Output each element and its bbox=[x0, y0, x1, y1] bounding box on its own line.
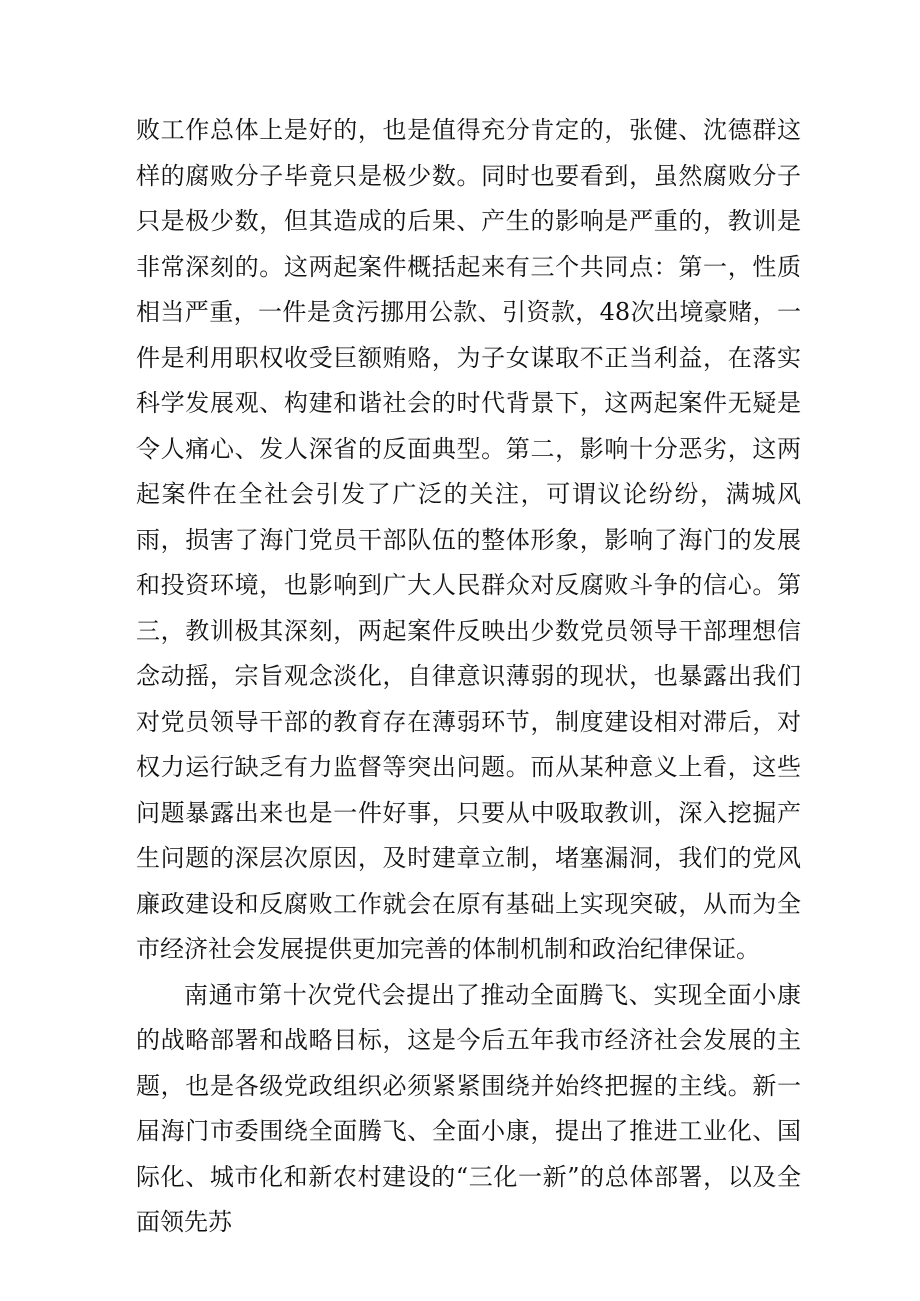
paragraph-2: 南通市第十次党代会提出了推动全面腾飞、实现全面小康的战略部署和战略目标，这是今后五年我市经济社会发展的主题，也是各级党政组织必须紧紧围绕并始终把握的主线。新一届海门市委围绕全面腾飞、全面小康，提出了推进工业化、国际化、城市化和新农村建设的“三化一新”的总体部署，以及全面领先苏 bbox=[136, 980, 801, 1236]
paragraph-1: 败工作总体上是好的，也是值得充分肯定的，张健、沈德群这样的腐败分子毕竟只是极少数。同时也要看到，虽然腐败分子只是极少数，但其造成的后果、产生的影响是严重的，教训是非常深刻的。这两起案件概括起来有三个共同点：第一，性质相当严重，一件是贪污挪用公款、引资款，48次出境豪赌，一件是利用职权收受巨额贿赂，为子女谋取不正当利益，在落实科学发展观、构建和谐社会的时代背景下，这两起案件无疑是令人痛心、发人深省的反面典型。第二，影响十分恶劣，这两起案件在全社会引发了广泛的关注，可谓议论纷纷，满城风雨，损害了海门党员干部队伍的整体形象，影响了海门的发展和投资环境，也影响到广大人民群众对反腐败斗争的信心。第三，教训极其深刻，两起案件反映出少数党员领导干部理想信念动摇，宗旨观念淡化，自律意识薄弱的现状，也暴露出我们对党员领导干部的教育存在薄弱环节，制度建设相对滞后，对权力运行缺乏有力监督等突出问题。而从某种意义上看，这些问题暴露出来也是一件好事，只要从中吸取教训，深入挖掘产生问题的深层次原因，及时建章立制，堵塞漏洞，我们的党风廉政建设和反腐败工作就会在原有基础上实现突破，从而为全市经济社会发展提供更加完善的体制机制和政治纪律保证。 bbox=[136, 116, 801, 963]
body-text bbox=[136, 108, 801, 1246]
